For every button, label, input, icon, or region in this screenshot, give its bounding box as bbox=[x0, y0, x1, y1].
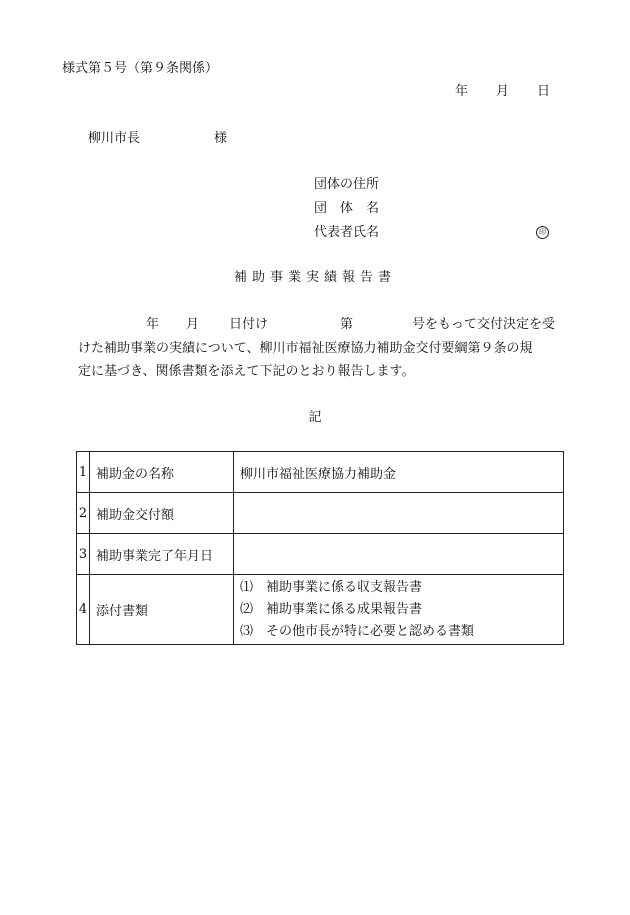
row-number: 2 bbox=[77, 493, 90, 534]
row-label: 補助金の名称 bbox=[90, 452, 234, 493]
table-row bbox=[77, 452, 564, 493]
body-day-dated: 日付け bbox=[229, 317, 269, 332]
row-label: 添付書類 bbox=[90, 575, 234, 645]
date-year-label: 年 bbox=[455, 84, 469, 99]
row-label: 補助事業完了年月日 bbox=[90, 534, 234, 575]
body-line-2: けた補助事業の実績について、柳川市福祉医療協力補助金交付要綱第９条の規 bbox=[78, 341, 533, 356]
date-month-label: 月 bbox=[496, 84, 510, 99]
row-value: 柳川市福祉医療協力補助金 bbox=[234, 452, 564, 493]
document-title: 補助事業実績報告書 bbox=[233, 270, 396, 285]
form-number: 様式第５号（第９条関係） bbox=[62, 61, 219, 76]
table-row bbox=[77, 575, 564, 645]
body-dai: 第 bbox=[340, 317, 354, 332]
table-row bbox=[77, 493, 564, 534]
addressee-name: 柳川市長 bbox=[88, 131, 141, 146]
addressee-honorific: 様 bbox=[214, 131, 228, 146]
body-line1-tail: 号をもって交付決定を受 bbox=[412, 317, 556, 332]
addressee bbox=[88, 131, 228, 147]
items-table bbox=[76, 451, 564, 645]
date-day-label: 日 bbox=[537, 84, 551, 99]
attachment-item: ⑶ その他市長が特に必要と認める書類 bbox=[240, 623, 475, 639]
body-month: 月 bbox=[186, 317, 200, 332]
row-number: 1 bbox=[77, 452, 90, 493]
applicant-rep-label: 代表者氏名 bbox=[314, 225, 380, 240]
seal-icon: 印 bbox=[536, 226, 549, 239]
row-value-list bbox=[234, 575, 564, 645]
attachment-item: ⑴ 補助事業に係る収支報告書 bbox=[240, 579, 423, 595]
ki-heading: 記 bbox=[308, 410, 322, 425]
applicant-address-label: 団体の住所 bbox=[314, 177, 380, 192]
body-line-3: 定に基づき、関係書類を添えて下記のとおり報告します。 bbox=[78, 364, 415, 379]
row-label: 補助金交付額 bbox=[90, 493, 234, 534]
applicant-org-label: 団 体 名 bbox=[314, 201, 380, 216]
row-value bbox=[234, 534, 564, 575]
row-value bbox=[234, 493, 564, 534]
row-number: 4 bbox=[77, 575, 90, 645]
body-year: 年 bbox=[146, 317, 160, 332]
attachment-item: ⑵ 補助事業に係る成果報告書 bbox=[240, 601, 423, 617]
table-row bbox=[77, 534, 564, 575]
row-number: 3 bbox=[77, 534, 90, 575]
